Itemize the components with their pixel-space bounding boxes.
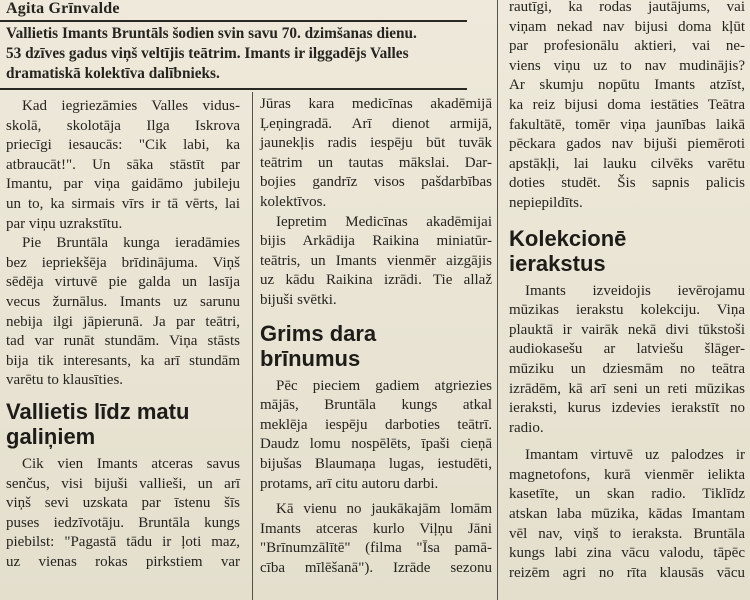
column-3 (509, 0, 745, 583)
column-divider (497, 0, 498, 600)
text-line: Kad iegriezāmies Valles vidus- (22, 98, 240, 114)
text-line: bijušas Blaumaņa lugas, iestudēti, (260, 455, 492, 472)
text-line: viņam nekad nav bijusi doma kļūt (509, 18, 745, 35)
text-line: radio. (509, 419, 544, 436)
text-line: magnetofons, kurā vienmēr ielikta (509, 466, 745, 483)
text-line: tad var runāt stundām. Viņa stāsts (6, 333, 240, 350)
text-line: Imants atceras kurlo Viļņu Jāni (260, 520, 492, 537)
text-line: varētu to klausīties. (6, 372, 124, 389)
text-line: atskan laba mūzika, kādas Imantam (509, 506, 745, 523)
text-line: priecīgi iesaucās: "Cik labi, ka (6, 137, 240, 154)
text-line: "Brīnumzālītē" (filma "Īsa pamā- (260, 540, 492, 557)
text-line: nebija ilgi jāpierunā. Ja par teātri, (6, 313, 240, 330)
text-line: Imantam virtuvē uz palodzes ir (525, 447, 745, 464)
text-line: mūzikas ierakstu kolekciju. Viņa (509, 302, 745, 319)
text-line: Kā vienu no jaukākajām lomām (276, 501, 492, 518)
text-line: bija tik interesants, ka arī stundām (6, 352, 240, 369)
text-line: nepiepildīts. (509, 194, 583, 211)
section-heading: galiņiem (6, 423, 96, 449)
text-line: kungs labi zina vācu valodu, tāpēc (509, 545, 745, 562)
section-heading: Grims dara (260, 320, 377, 346)
text-line: izrādēm, kā arī seni un reti mūzikas (509, 380, 745, 397)
text-line: apstākļi, lai lauku cilvēks varētu (509, 155, 745, 172)
text-line: Iepretim Medicīnas akadēmijai (276, 213, 492, 230)
text-line: doties studēt. Šis sapnis palicis (509, 175, 745, 192)
text-line: bez iepriekšēja brīdinājuma. Viņš (6, 254, 240, 271)
text-line: Pēc pieciem gadiem atgriezies (276, 377, 492, 394)
text-line: teātrim un tautas mākslai. Dar- (260, 154, 492, 171)
text-line: kasetīte, un skan radio. Tiklīdz (509, 486, 745, 503)
text-line: ieraksti, kurus izdevies ierakstīt no (509, 400, 745, 417)
text-line: audiokasešu ar latviešu šlāger- (509, 341, 745, 358)
text-line: puses iedzīvotāju. Bruntāla kungs (6, 514, 240, 531)
text-line: viens viņu uz to nav mudinājis? (509, 57, 745, 74)
text-line: protams, arī citu autoru darbi. (260, 475, 439, 492)
text-line: fakultātē, tomēr viņa jaunības laikā (509, 116, 745, 133)
text-line: par viņu uzrakstītu. (6, 215, 123, 232)
text-line: viņš sevi uzskata par īstenu šīs (6, 495, 240, 512)
lead-paragraph (6, 24, 466, 84)
text-line: senčus, visi bijuši vallieši, un arī (6, 475, 240, 492)
section-heading: brīnumus (260, 345, 361, 371)
text-line: teātris, un Imants vienmēr aizgājis (260, 252, 492, 269)
text-line: Imantu, par viņa gaidāmo jubileju (6, 176, 240, 193)
column-1 (6, 97, 240, 572)
text-line: pēckara gados nav bijuši piemēroti (509, 136, 745, 153)
text-line: par profesionālu aktieri, vai ne- (509, 38, 745, 55)
lead-line: dramatiskā kolektīva dalībnieks. (6, 65, 220, 82)
text-line: meklēja iespēju darboties teātrī. (260, 416, 492, 433)
text-line: Imants izveidojis ievērojamu (525, 282, 745, 299)
column-2 (260, 95, 492, 578)
text-line: Ar skumju nopūtu Imants atzīst, (509, 77, 745, 94)
lead-divider (0, 88, 467, 90)
text-line: ka reiz bijusi doma iestāties Teātra (509, 96, 745, 113)
text-line: uz kādu Raikina izrādi. Tie allaž (260, 272, 492, 289)
text-line: Cik vien Imants atceras savus (22, 455, 240, 472)
text-line: plauktā ir vairāk nekā divi tūkstoši (509, 321, 745, 338)
text-line: mūziku un dziesmām no teātra (509, 360, 745, 377)
section-heading: Vallietis līdz matu (6, 398, 190, 424)
text-line: reizēm agri no rīta klausās vācu (509, 564, 745, 581)
text-line: sēdēja virtuvē pie galda un lasīja (6, 274, 240, 291)
text-line: skolā, skolotāja Ilga Iskrova (6, 117, 240, 134)
text-line: piebilst: "Pagastā tādu ir ļoti maz, (6, 534, 240, 551)
text-line: Daudz lomu nospēlēts, īpaši cieņā (260, 436, 492, 453)
section-heading: Kolekcionē (509, 225, 627, 251)
byline-bar (0, 0, 467, 22)
text-line: mājās, Bruntāla kungs atkal (260, 397, 492, 414)
text-line: Pie Bruntāla kunga ieradāmies (22, 235, 240, 252)
column-divider (252, 92, 253, 600)
text-line: uz vienas rokas pirkstiem var (6, 553, 240, 570)
text-line: Ļeņingradā. Arī dienot armijā, (260, 115, 492, 132)
text-line: bijis Arkādija Raikina miniatūr- (260, 233, 492, 250)
lead-line: 53 dzīves gadus viņš veltījis teātrim. Imants ir ilggadējs Valles (6, 45, 409, 62)
text-line: kolektīvos. (260, 193, 327, 210)
text-line: un to, ka sirmais vīrs ir tā vērts, lai (6, 195, 240, 212)
text-line: rautīgi, ka rodas jautājums, vai (509, 0, 745, 15)
text-line: atbraucāt!". Un sāka stāstīt par (6, 156, 240, 173)
text-line: vecus žurnālus. Imants uz sarunu (6, 293, 240, 310)
text-line: bojies gandrīz visos pašdarbības (260, 174, 492, 191)
text-line: Jūras kara medicīnas akadēmijā (260, 96, 492, 112)
lead-line: Vallietis Imants Bruntāls šodien svin savu 70. dzimšanas dienu. (6, 25, 417, 42)
text-line: jaunekļis radis iespēju būt tuvāk (260, 135, 492, 152)
text-line: cība mīlēšanā"). Izrāde sezonu (260, 559, 492, 576)
text-line: bijuši svētki. (260, 291, 337, 308)
text-line: vēl nav, viņš to ieraksta. Bruntāla (509, 525, 745, 542)
author-name: Agita Grīnvalde (6, 0, 120, 17)
section-heading: ierakstus (509, 250, 606, 276)
